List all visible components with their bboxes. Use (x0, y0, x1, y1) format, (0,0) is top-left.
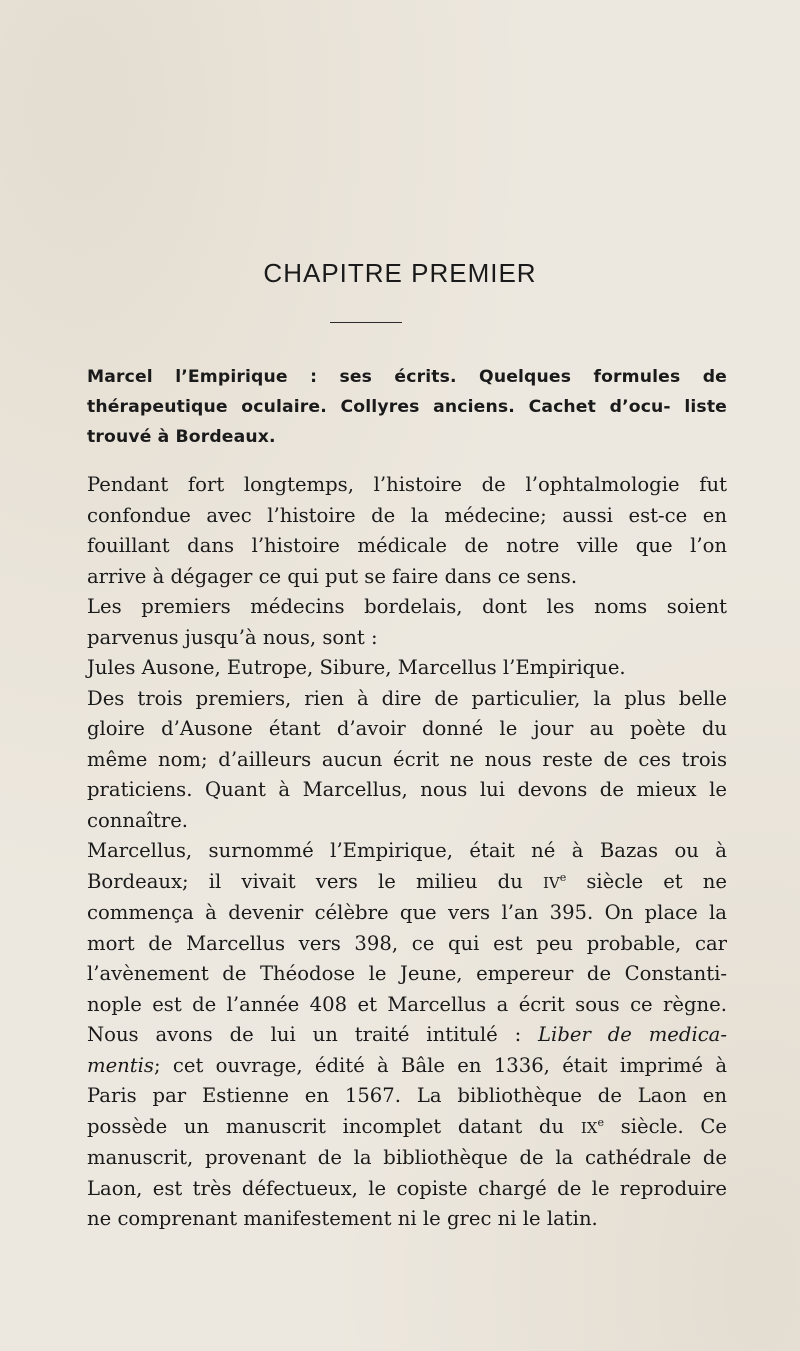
text-line: fouillant dans l’histoire médicale de notre ville que l’on (87, 534, 727, 557)
roman-numeral: IX (580, 1118, 598, 1137)
text-line: manuscrit, provenant de la bibliothèque de la cathédrale de (87, 1146, 727, 1169)
title-rule (330, 322, 402, 323)
text-line: Marcellus, surnommé l’Empirique, était né à Bazas ou à (87, 839, 727, 862)
text-line: Bordeaux; il vivait vers le milieu du IVe siècle et ne (87, 869, 728, 893)
paragraph (87, 684, 727, 837)
text-line: gloire d’Ausone étant d’avoir donné le jour au poète du (87, 717, 727, 740)
text-line: Nous avons de lui un traité intitulé : Liber de medica- (87, 1023, 727, 1046)
text-line: connaître. (87, 808, 189, 832)
text-line: Laon, est très défectueux, le copiste chargé de le reproduire (87, 1176, 727, 1200)
text-line: ne comprenant manifestement ni le grec ni le latin. (87, 1207, 598, 1230)
text-line: même nom; d’ailleurs aucun écrit ne nous reste de ces trois (87, 747, 727, 771)
paragraph (87, 653, 727, 684)
text-line: parvenus jusqu’à nous, sont : (87, 625, 378, 649)
text-line: Jules Ausone, Eutrope, Sibure, Marcellus l’Empirique. (87, 656, 626, 679)
text-line: Des trois premiers, rien à dire de particulier, la plus belle (87, 686, 727, 710)
text-line: Les premiers médecins bordelais, dont les noms soient (87, 595, 727, 618)
paragraph (87, 592, 727, 653)
chapter-summary: Marcel l’Empirique : ses écrits. Quelques formules de thérapeutique oculaire. Collyres anciens. Cachet d’ocu- liste trouvé à Bordeaux. (87, 367, 727, 447)
roman-numeral: IV (542, 873, 560, 892)
book-title: mentis (87, 1053, 154, 1077)
text-line: Pendant fort longtemps, l’histoire de l’ophtalmologie fut (87, 473, 727, 496)
text-line: praticiens. Quant à Marcellus, nous lui devons de mieux le (87, 778, 727, 801)
text-line: mort de Marcellus vers 398, ce qui est peu probable, car (87, 931, 727, 955)
text-line: confondue avec l’histoire de la médecine; aussi est-ce en (87, 503, 727, 527)
text-line: l’avènement de Théodose le Jeune, empereur de Constanti- (87, 962, 727, 985)
chapter-title: CHAPITRE PREMIER (263, 258, 537, 288)
paragraph (87, 836, 727, 1235)
superscript: e (597, 1115, 604, 1129)
superscript: e (559, 870, 567, 884)
text-line: commença à devenir célèbre que vers l’an 395. On place la (87, 901, 727, 924)
paragraph (87, 470, 727, 592)
text-line: possède un manuscrit incomplet datant du IXe siècle. Ce (87, 1114, 727, 1138)
body-text (87, 470, 727, 1235)
text-line: nople est de l’année 408 et Marcellus a écrit sous ce règne. (87, 992, 727, 1016)
book-title: Liber de medica- (538, 1023, 727, 1046)
text-line: Paris par Estienne en 1567. La bibliothèque de Laon en (87, 1084, 727, 1107)
text-line: arrive à dégager ce qui put se faire dans ce sens. (87, 564, 578, 588)
text-line: mentis; cet ouvrage, édité à Bâle en 1336, était imprimé à (87, 1053, 727, 1077)
